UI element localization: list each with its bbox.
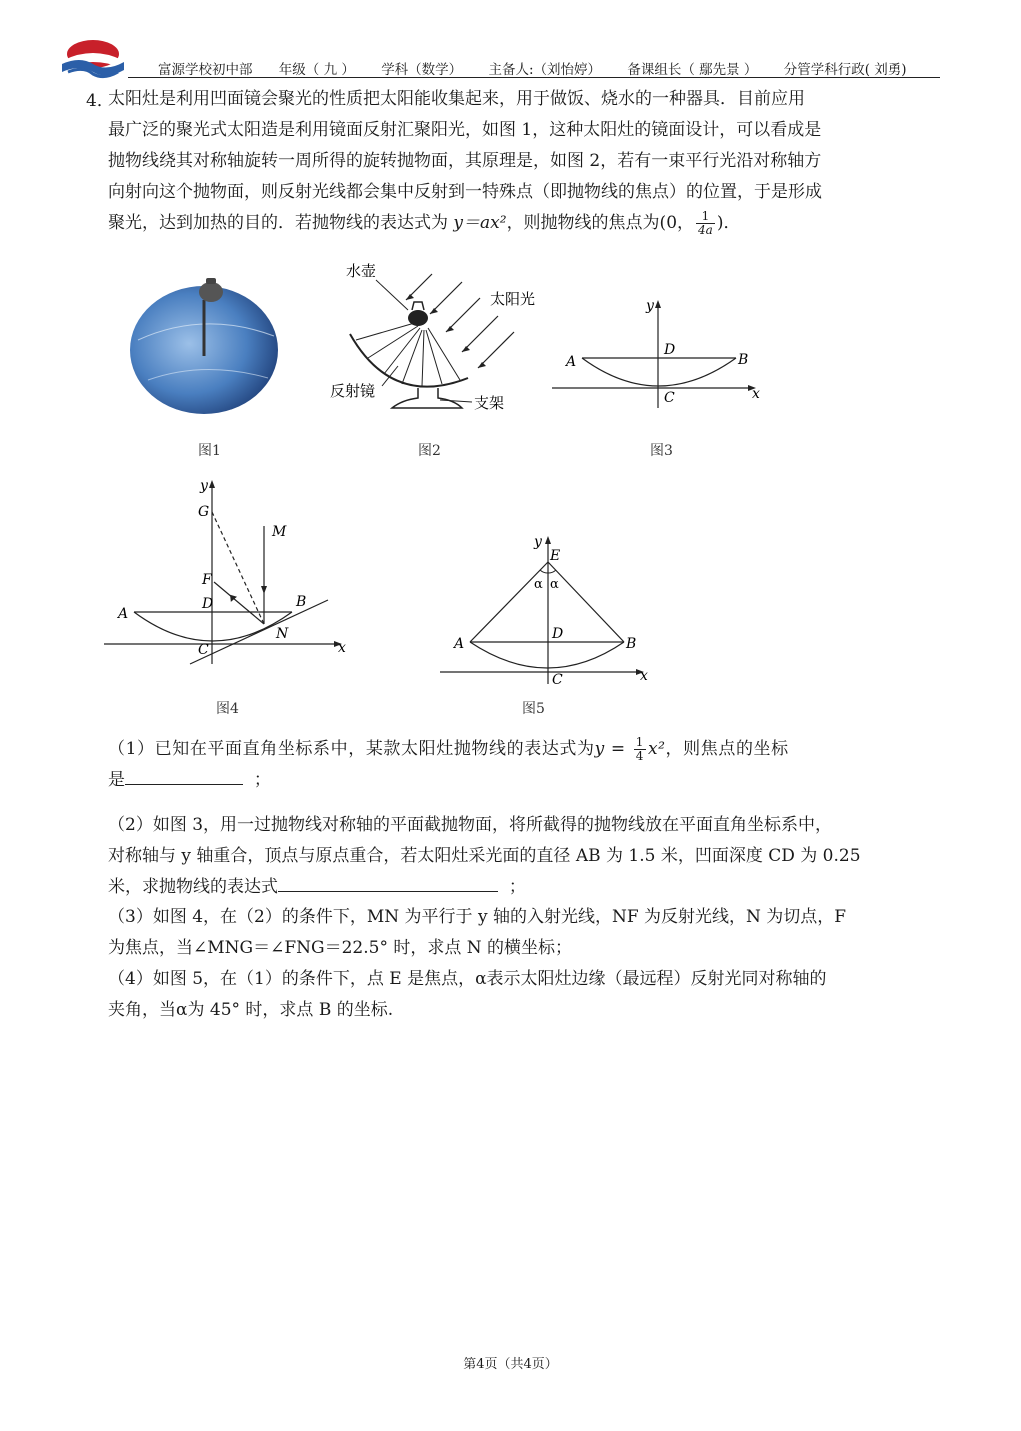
intro-line-1: 太阳灶是利用凹面镜会聚光的性质把太阳能收集起来，用于做饭、烧水的一种器具．目前应用 xyxy=(108,89,805,109)
figure-3-caption: 图3 xyxy=(650,443,673,459)
fig2-label-sunlight: 太阳光 xyxy=(490,290,536,308)
fig3-parabola xyxy=(582,358,736,386)
fig4-ray-NF xyxy=(214,582,264,624)
p2-line-2: 对称轴与 y 轴重合，顶点与原点重合，若太阳灶采光面的直径 AB 为 1.5 米，凹面深度 CD 为 0.25 xyxy=(108,846,861,866)
header-grade: 年级（ 九 ） xyxy=(278,62,355,78)
fig4-parabola xyxy=(134,612,292,641)
figure-3-diagram xyxy=(548,296,768,416)
fig4-label-x: x xyxy=(338,640,346,656)
fig4-label-D: D xyxy=(202,596,214,612)
fig5-label-B: B xyxy=(626,636,637,652)
intro-line-2: 最广泛的聚光式太阳造是利用镜面反射汇聚阳光，如图 1，这种太阳灶的镜面设计，可以看成是 xyxy=(108,120,822,140)
fig3-label-C: C xyxy=(664,390,675,406)
fig2-label-stand: 支架 xyxy=(474,394,505,412)
p3-line-2: 为焦点，当∠MNG＝∠FNG＝22.5° 时，求点 N 的横坐标； xyxy=(108,938,573,958)
fig2-kettle xyxy=(408,310,428,326)
intro-line-3: 抛物线绕其对称轴旋转一周所得的旋转抛物面，其原理是，如图 2，若有一束平行光沿对称轴方 xyxy=(108,151,822,171)
fig4-label-N: N xyxy=(276,626,289,642)
fig5-label-D: D xyxy=(552,626,564,642)
fig3-label-A: A xyxy=(566,354,577,370)
question-part-4 xyxy=(108,964,944,1026)
fig4-label-y: y xyxy=(200,478,208,494)
intro-line-4: 向射向这个抛物面，则反射光线都会集中反射到一特殊点（即抛物线的焦点）的位置，于是形成 xyxy=(108,182,822,202)
header-divider xyxy=(128,77,940,78)
fig5-label-alpha-left: α xyxy=(534,577,543,592)
header-group-leader: 备课组长（ 鄢先景 ） xyxy=(627,62,758,78)
fig4-label-B: B xyxy=(296,594,307,610)
p2-answer-blank[interactable] xyxy=(278,891,498,892)
p3-line-1: （3）如图 4，在（2）的条件下，MN 为平行于 y 轴的入射光线，NF 为反射光线，N 为切点，F xyxy=(108,907,847,927)
p4-line-2: 夹角，当α为 45° 时，求点 B 的坐标. xyxy=(108,1000,394,1020)
figure-5-diagram xyxy=(436,532,656,688)
fig5-label-y: y xyxy=(534,534,542,550)
p1-fraction: $\frac{1}{4}$ xyxy=(635,735,644,763)
focus-fraction: $\frac{1}{4a}$ xyxy=(698,209,713,237)
fig4-dashed-GN xyxy=(212,512,264,624)
fig4-label-C: C xyxy=(198,642,209,658)
fig5-label-x: x xyxy=(640,668,648,684)
fig4-label-M: M xyxy=(272,524,287,540)
fig2-label-kettle: 水壶 xyxy=(346,262,377,280)
header-preparer: 主备人:（刘怡婷） xyxy=(488,62,602,78)
question-intro xyxy=(108,84,944,239)
figure-2-caption: 图2 xyxy=(418,443,441,459)
question-part-3 xyxy=(108,902,944,964)
p2-line-3: 米，求抛物线的表达式 xyxy=(108,877,278,897)
intro-formula: y＝ax² xyxy=(453,213,507,233)
header-admin: 分管学科行政( 刘勇) xyxy=(783,62,907,78)
fig4-label-A: A xyxy=(118,606,129,622)
fig3-label-x: x xyxy=(752,386,760,402)
fig4-label-G: G xyxy=(198,504,210,520)
figure-2-diagram xyxy=(322,258,552,418)
header-subject: 学科（数学） xyxy=(381,62,463,78)
fig3-label-D: D xyxy=(664,342,676,358)
fig3-label-B: B xyxy=(738,352,749,368)
figure-1-solar-cooker xyxy=(128,270,284,416)
fig5-label-A: A xyxy=(454,636,465,652)
school-logo xyxy=(60,38,126,82)
page-header xyxy=(158,58,929,78)
p2-line-1: （2）如图 3，用一过抛物线对称轴的平面截抛物面，将所截得的抛物线放在平面直角坐标系中， xyxy=(108,815,833,835)
figure-1-caption: 图1 xyxy=(198,443,221,459)
intro-line-5: 聚光，达到加热的目的．若抛物线的表达式为 y＝ax²，则抛物线的焦点为(0， $\frac{1}{4a}$ )． xyxy=(108,209,741,237)
figure-4-caption: 图4 xyxy=(216,701,239,717)
fig2-label-mirror: 反射镜 xyxy=(330,382,376,400)
fig5-label-C: C xyxy=(552,672,563,688)
page-footer: 第4页（共4页） xyxy=(463,1357,558,1372)
fig2-stand xyxy=(392,388,462,408)
p4-line-1: （4）如图 5，在（1）的条件下，点 E 是焦点，α表示太阳灶边缘（最远程）反射光同对称轴的 xyxy=(108,969,827,989)
fig5-label-alpha-right: α xyxy=(550,577,559,592)
question-number: 4． xyxy=(86,91,114,111)
question-part-1: （1）已知在平面直角坐标系中，某款太阳灶抛物线的表达式为y = $\frac{1}{4}$ x²，则焦点的坐标 是 ； xyxy=(108,735,789,790)
kettle-icon xyxy=(199,282,223,302)
question-part-2: （2）如图 3，用一过抛物线对称轴的平面截抛物面，将所截得的抛物线放在平面直角坐标系中， 对称轴与 y 轴重合，顶点与原点重合，若太阳灶采光面的直径 AB 为 1.5 米，凹面深度 CD 为 0.25 米，求抛物线的表达式 ； xyxy=(108,810,944,903)
header-school: 富源学校初中部 xyxy=(158,62,253,78)
fig4-label-F: F xyxy=(202,572,212,588)
fig5-parabola xyxy=(470,642,624,668)
p1-answer-blank[interactable] xyxy=(125,784,243,785)
figure-5-caption: 图5 xyxy=(522,701,545,717)
fig5-ray-EA xyxy=(470,562,548,642)
figure-4-diagram xyxy=(100,474,360,670)
fig5-label-E: E xyxy=(550,548,561,564)
fig3-label-y: y xyxy=(646,298,654,314)
